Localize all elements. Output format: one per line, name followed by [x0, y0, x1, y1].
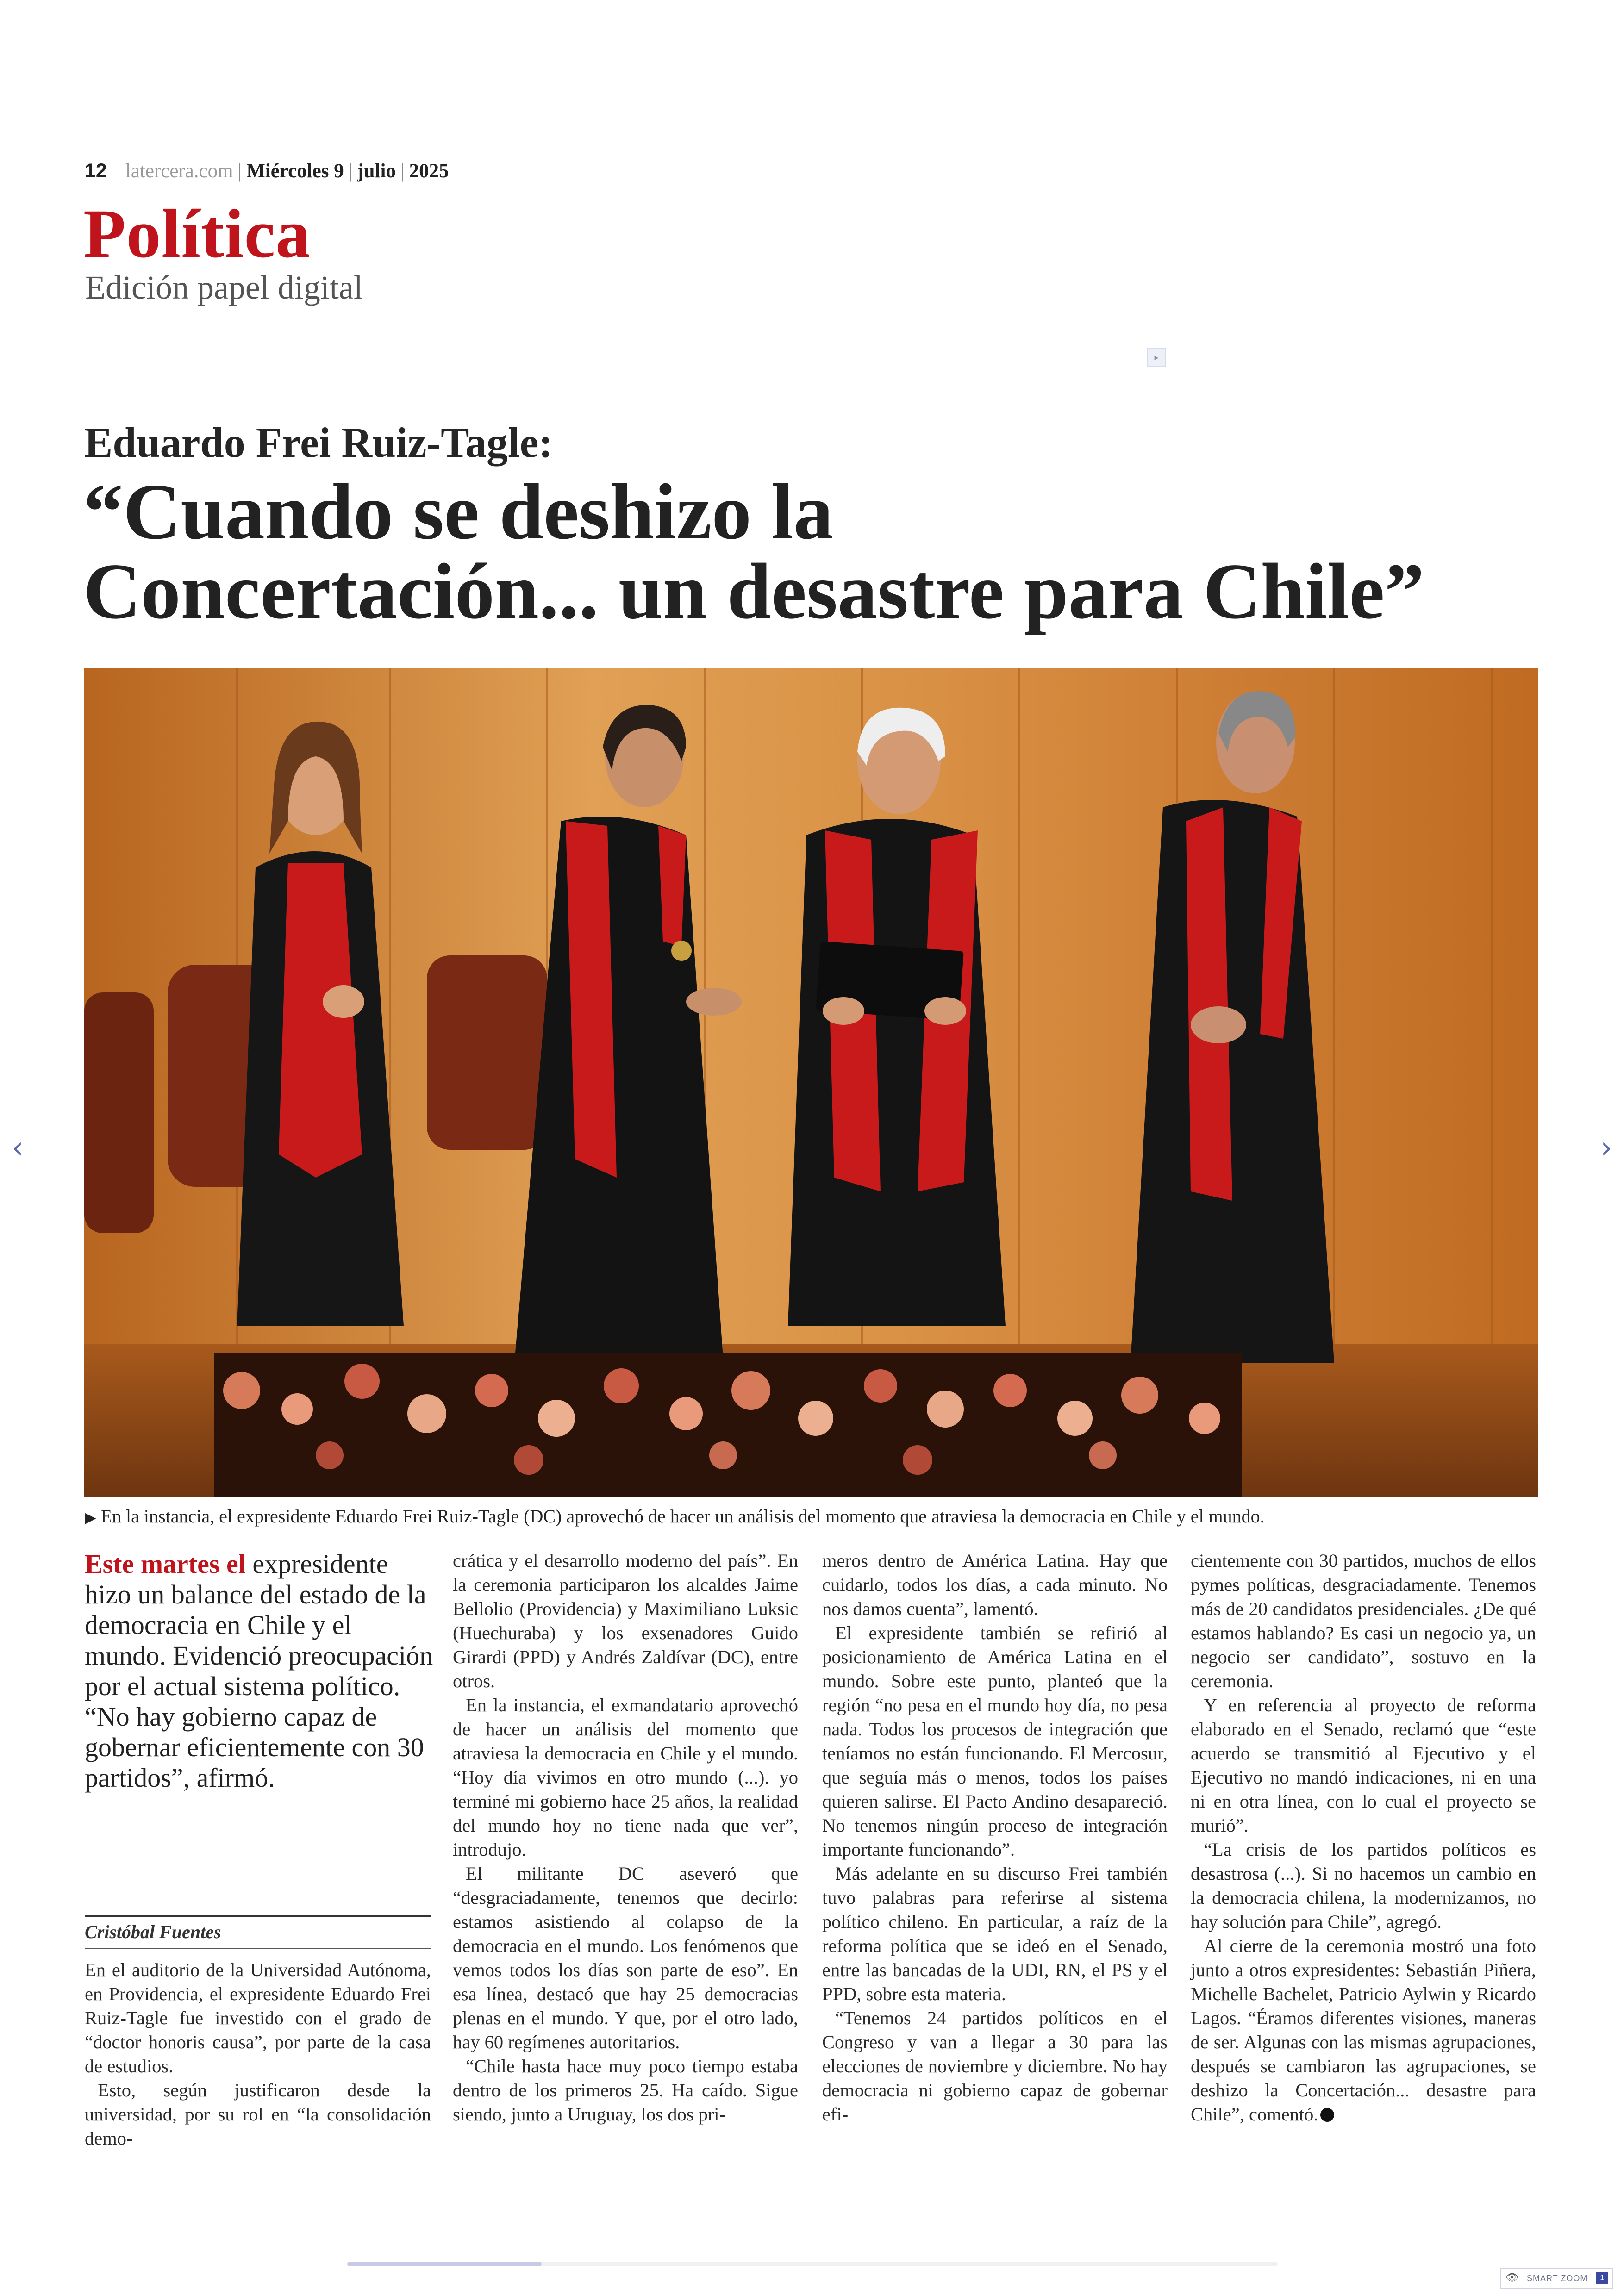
date-year: 2025 — [409, 160, 449, 182]
paragraph: “Tenemos 24 partidos políticos en el Congreso y van a llegar a 30 para las elecciones de noviembre y diciembre. No hay democracia ni gobierno capaz de gobernar efi- — [822, 2008, 1168, 2125]
chevron-left-icon[interactable]: ‹ — [12, 1131, 24, 1165]
author-byline: Cristóbal Fuentes — [85, 1921, 221, 1942]
paragraph: El militante DC aseveró que “desgraciadamente, tenemos que decirlo: estamos asistiendo al colapso de la democracia en el mundo. Los fenómenos que vemos todos los días son parte de eso”. En esa línea, destacó que hay 25 democracias plenas en el mundo. Y que, por el otro lado, hay 60 regímenes autoritarios. — [453, 1863, 798, 2052]
section-title: Política — [83, 195, 311, 272]
edition-subtitle: Edición papel digital — [85, 269, 363, 306]
article-column-4 — [1191, 1549, 1536, 2127]
headline-line-1: “Cuando se deshizo la — [83, 468, 833, 556]
paragraph: “La crisis de los partidos políticos es desastrosa (...). Si no hacemos un cambio en la democracia chilena, la modernizamos, no hay solución para Chile”, agregó. — [1191, 1839, 1536, 1932]
article-column-2 — [453, 1549, 798, 2127]
paragraph-text: Al cierre de la ceremonia mostró una foto junto a otros expresidentes: Sebastián Piñera, Michelle Bachelet, Patricio Aylwin y Ricardo Lagos. “Éramos diferentes visiones, maneras de ser. Algunas con las mismas agrupaciones, después se cambiaron las agrupaciones, se deshizo la Concertación... desastre para Chile”, comentó. — [1191, 1935, 1536, 2125]
page-number: 12 — [85, 160, 107, 182]
article-kicker: Eduardo Frei Ruiz-Tagle: — [84, 419, 553, 466]
paragraph: crática y el desarrollo moderno del país”. En la ceremonia participaron los alcaldes Jaime Bellolio (Providencia) y Maximiliano Luksic (Huechuraba) y los exsenadores Guido Girardi (PPD) y Andrés Zaldívar (DC), entre otros. — [453, 1550, 798, 1691]
paragraph-last — [1191, 1934, 1536, 2127]
paragraph: En la instancia, el exmandatario aprovechó de hacer un análisis del momento que atraviesa la democracia en Chile y el mundo. “Hoy día vivimos en otro mundo (...). yo terminé mi gobierno hace 25 años, la realidad del mundo hoy no tiene nada que ver”, introdujo. — [453, 1695, 798, 1860]
scrollbar-thumb[interactable] — [347, 2262, 542, 2266]
separator: | — [348, 160, 353, 182]
divider — [85, 1948, 431, 1949]
photo-caption — [85, 1505, 1543, 1527]
eye-icon: 👁 — [1505, 2272, 1518, 2283]
paragraph: Más adelante en su discurso Frei también tuvo palabras para referirse al sistema político chileno. En particular, a raíz de la reforma política que se ideó en el Senado, entre las bancadas de la UDI, RN, el PS y el PPD, sobre esta materia. — [822, 1863, 1168, 2004]
paragraph: El expresidente también se refirió al posicionamiento de América Latina en el mundo. Sobre este punto, planteó que la región “no pesa en el mundo hoy día, no pesa nada. Todos los procesos de integración que teníamos no están funcionando. El Mercosur, que seguía más o menos, todos los países quieren salirse. El Pacto Andino desapareció. No tenemos ningún proceso de integración importante funcionando”. — [822, 1622, 1168, 1860]
date-month: julio — [357, 160, 396, 182]
article-column-3 — [822, 1549, 1168, 2127]
site-name: latercera.com — [125, 160, 233, 182]
paragraph: “Chile hasta hace muy poco tiempo estaba dentro de los primeros 25. Ha caído. Sigue siendo, junto a Uruguay, los dos pri- — [453, 2056, 798, 2125]
date-day: Miércoles 9 — [246, 160, 344, 182]
separator: | — [400, 160, 405, 182]
divider — [85, 1915, 431, 1917]
headline-line-2: Concertación... un desastre para Chile” — [83, 548, 1424, 636]
page-marker-icon[interactable]: ▸ — [1147, 348, 1166, 367]
article-lead — [85, 1549, 437, 1793]
paragraph: En el auditorio de la Universidad Autónoma, en Providencia, el expresidente Eduardo Frei Ruiz-Tagle fue investido con el grado de “doctor honoris causa”, por parte de la casa de estudios. — [85, 1959, 431, 2077]
page-count-badge: 1 — [1596, 2272, 1608, 2284]
end-mark-icon — [1320, 2108, 1334, 2122]
article-column-1 — [85, 1958, 431, 2151]
paragraph: cientemente con 30 partidos, muchos de ellos pymes políticas, desgraciadamente. Tenemos más de 20 candidatos presidenciales. ¿De qué estamos hablando? Es casi un negocio ya, un negocio ser candidato”, sostuvo en la ceremonia. — [1191, 1550, 1536, 1691]
lead-highlight: Este martes el — [85, 1549, 246, 1579]
paragraph: Esto, según justificaron desde la universidad, por su rol en “la consolidación demo- — [85, 2080, 431, 2149]
caption-text: En la instancia, el expresidente Eduardo Frei Ruiz-Tagle (DC) aprovechó de hacer un análisis del momento que atraviesa la democracia en Chile y el mundo. — [100, 1506, 1265, 1527]
paragraph: meros dentro de América Latina. Hay que cuidarlo, todos los días, a cada minuto. No nos damos cuenta”, lamentó. — [822, 1550, 1168, 1619]
separator: | — [237, 160, 242, 182]
caption-arrow-icon: ▶ — [85, 1509, 96, 1526]
article-headline — [83, 468, 1565, 636]
lead-text: expresidente hizo un balance del estado de la democracia en Chile y el mundo. Evidenció preocupación por el actual sistema político. “No hay gobierno capaz de gobernar eficientemente con 30 partidos”, afirmó. — [85, 1549, 433, 1793]
article-photo — [84, 668, 1538, 1497]
smart-zoom-button[interactable] — [1500, 2268, 1613, 2289]
page-header — [85, 160, 449, 182]
chevron-right-icon[interactable]: › — [1600, 1131, 1612, 1165]
smart-zoom-label: SMART ZOOM — [1527, 2274, 1588, 2283]
paragraph: Y en referencia al proyecto de reforma elaborado en el Senado, reclamó que “este acuerdo se transmitió al Ejecutivo y el Ejecutivo no mandó indicaciones, ni en una ni en otra línea, con lo cual el proyecto se murió”. — [1191, 1695, 1536, 1836]
